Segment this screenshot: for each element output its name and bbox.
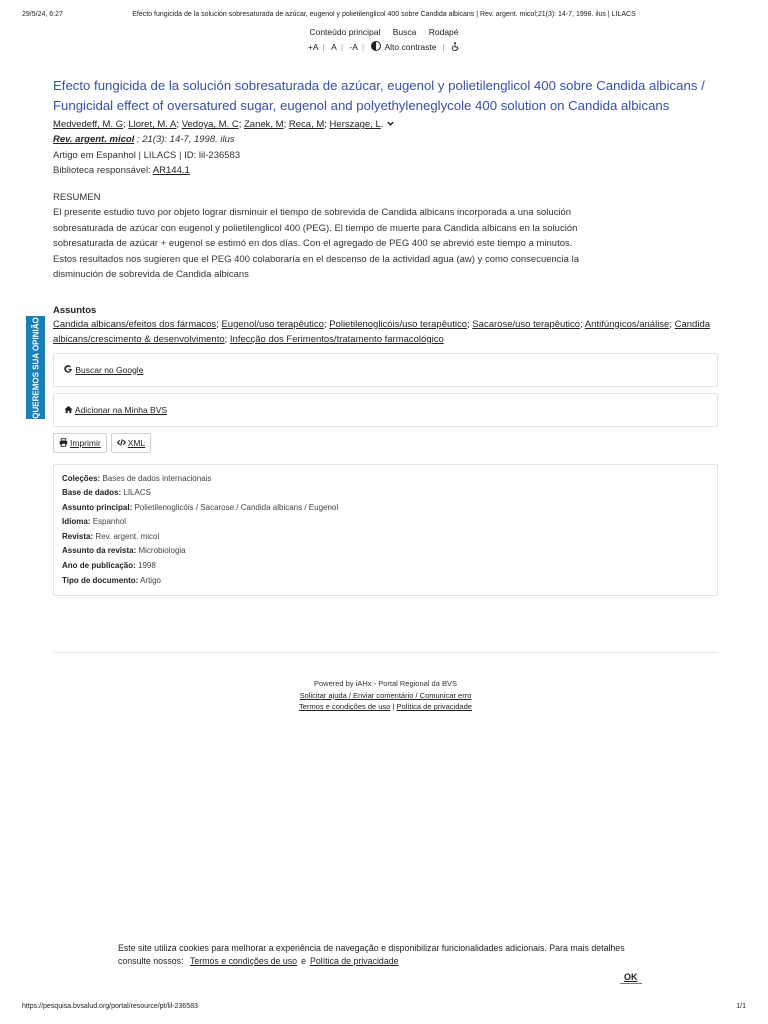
add-mybvs-button[interactable] [64, 405, 167, 415]
wheelchair-icon [451, 42, 460, 51]
subject-link[interactable]: Antifúngicos/análise [584, 318, 670, 330]
subject-link[interactable]: Candida albicans/efeitos dos fármacos [53, 318, 217, 330]
subject-link[interactable]: Eugenol/uso terapêutico [221, 318, 324, 330]
print-page-number: 1/1 [736, 1003, 746, 1010]
detail-label: Idioma: [62, 517, 91, 527]
detail-value: LILACS [123, 488, 151, 498]
google-search-label: Buscar no Google [75, 364, 144, 375]
powered-by: Powered by iAHx - Portal Regional da BVS [314, 679, 457, 689]
xml-label: XML [127, 437, 146, 448]
skip-to-content-link[interactable]: Conteúdo principal [309, 27, 381, 37]
font-normal-button[interactable]: A [331, 42, 337, 52]
code-icon [117, 438, 126, 447]
cookie-and: e [301, 955, 306, 966]
high-contrast-label: Alto contraste [384, 42, 437, 52]
abstract-text [53, 205, 628, 283]
separator: | [361, 42, 365, 52]
detail-label: Ano de publicação: [62, 561, 136, 571]
detail-value: Polietilenoglicóis / Sacarose / Candida albicans / Eugenol [134, 502, 339, 512]
help-link[interactable]: Solicitar ajuda / Enviar comentário / Comunicar erro [299, 690, 472, 700]
xml-button[interactable] [111, 433, 151, 453]
accessibility-bar [0, 27, 768, 52]
export-actions [53, 433, 718, 453]
detail-label: Assunto da revista: [62, 546, 137, 556]
print-label: Imprimir [70, 437, 101, 448]
subjects-list: Candida albicans/efeitos dos fármacos; Eugenol/uso terapêutico; Polietilenoglicóis/uso terapêutico; Sacarose/uso terapêutico; Antifúngicos/análise; Candida albicans/crescimento & desenvolvimento; Infecção dos Ferimentos/tratamento farmacológico [53, 318, 711, 345]
page-footer: Powered by iAHx - Portal Regional da BVS Solicitar ajuda / Enviar comentário / Comunicar erro Termos e condições de uso | Política de privacidade [53, 678, 718, 713]
skip-to-footer-link[interactable]: Rodapé [428, 27, 459, 37]
journal-citation [53, 134, 718, 145]
author-list: Medvedeff, M. G; Lloret, M. A; Vedoya, M. C; Zanek, M; Reca, M; Herszage, L. [53, 118, 718, 132]
separator: | [322, 42, 325, 52]
detail-label: Base de dados: [62, 488, 122, 498]
contrast-icon [371, 41, 381, 51]
detail-label: Assunto principal: [62, 502, 133, 512]
abstract-heading: RESUMEN [53, 192, 101, 203]
print-url: https://pesquisa.bvsalud.org/portal/resource/pt/lil-236583 [22, 1003, 198, 1010]
detail-value: 1998 [138, 561, 156, 571]
article-meta [53, 148, 718, 178]
add-mybvs-label: Adicionar na Minha BVS [74, 404, 168, 415]
font-decrease-button[interactable]: -A [349, 42, 358, 52]
main-content [53, 76, 718, 713]
detail-label: Coleções: [62, 473, 101, 483]
detail-label: Tipo de documento: [62, 575, 139, 585]
google-search-button[interactable] [64, 365, 143, 375]
cookie-text: Este site utiliza cookies para melhorar a experiência de navegação e disponibilizar funcionalidades adicionais. Para mais detalhes consulte nossos: [118, 943, 625, 966]
article-title: Efecto fungicida de la solución sobresaturada de azúcar, eugenol y polietilenglicol 400 sobre Candida albicans / Fungicidal effect of oversatured sugar, eugenol and polyethyleneglycole 400 solution on Candida albicans [53, 78, 705, 113]
abstract-paragraph: El presente estudio tuvo por objeto lograr disminuir el tiempo de sobrevida de Candida albicans incorporada a una solución sobresaturada de azúcar con eugenol y polietilenglicol 400 (PEG). El tiempo de muerte para Candida albicans en la solución sobresaturada de azúcar + eugenol se estimó en dos días. Con el agregado de PEG 400 se abrevió este tiempo a minutos. [53, 207, 578, 249]
journal-link[interactable]: Rev. argent. micol [53, 134, 135, 145]
print-button[interactable] [53, 433, 107, 453]
author-link[interactable]: Zanek, M [244, 119, 284, 130]
author-link[interactable]: Herszage, L [329, 119, 381, 130]
print-datetime: 29/5/24, 6:27 [22, 11, 63, 18]
separator: | [442, 42, 445, 52]
author-link[interactable]: Reca, M [288, 119, 325, 130]
subject-link[interactable]: Infecção dos Ferimentos/tratamento farmacológico [229, 334, 444, 345]
printer-icon [59, 438, 68, 447]
font-increase-button[interactable]: +A [307, 42, 319, 52]
detail-value: Artigo [140, 575, 161, 585]
google-search-panel [53, 353, 718, 387]
library-label: Biblioteca responsável: [53, 165, 153, 176]
cookie-banner [118, 942, 658, 967]
detail-row [62, 544, 709, 559]
divider [53, 652, 718, 653]
print-page-title: Efecto fungicida de la solución sobresaturada de azúcar, eugenol y polietilenglicol 400 sobre Candida albicans | Rev. argent. micol;21(3): 14-7, 1998. ilus | LILACS [132, 11, 636, 18]
high-contrast-button[interactable] [371, 42, 439, 52]
home-icon [64, 405, 73, 414]
cookie-ok-button[interactable]: OK [620, 971, 642, 984]
detail-row [62, 515, 709, 530]
article-info: Artigo em Espanhol | LILACS | ID: lil-236583 [53, 150, 241, 161]
detail-row [62, 574, 709, 589]
subjects-heading: Assuntos [53, 304, 97, 316]
detail-row [62, 486, 709, 501]
cookie-privacy-link[interactable]: Política de privacidade [309, 955, 399, 966]
subject-link[interactable]: Candida albicans/crescimento & desenvolvimento [53, 318, 711, 345]
detail-label: Revista: [62, 531, 94, 541]
detail-row [62, 501, 709, 516]
journal-issue: ; 21(3): 14-7, 1998. ilus [134, 134, 235, 145]
library-code-link[interactable]: AR144.1 [152, 165, 190, 176]
skip-to-search-link[interactable]: Busca [392, 27, 417, 37]
author-link[interactable]: Medvedeff, M. G [53, 119, 124, 130]
privacy-link[interactable]: Política de privacidade [396, 702, 472, 712]
subject-link[interactable]: Sacarose/uso terapêutico [472, 318, 581, 330]
library-info [53, 163, 718, 178]
author-link[interactable]: Lloret, M. A [128, 119, 177, 130]
details-panel [53, 464, 718, 597]
detail-value: Bases de dados internacionais [102, 473, 212, 483]
subject-link[interactable]: Polietilenoglicóis/uso terapêutico [329, 318, 468, 330]
cookie-terms-link[interactable]: Termos e condições de uso [189, 955, 298, 966]
detail-value: Microbiologia [138, 546, 186, 556]
detail-value: Rev. argent. micol [95, 531, 160, 541]
detail-row [62, 472, 709, 487]
detail-row [62, 559, 709, 574]
accessibility-button[interactable] [451, 42, 460, 52]
separator: | [340, 42, 344, 52]
terms-link[interactable]: Termos e condições de uso [299, 702, 391, 712]
feedback-tab[interactable] [26, 316, 45, 419]
chevron-down-icon[interactable] [386, 119, 395, 128]
detail-row [62, 530, 709, 545]
author-link[interactable]: Vedoya, M. C [181, 119, 239, 130]
mybvs-panel [53, 393, 718, 427]
google-icon [64, 365, 73, 374]
detail-value: Espanhol [92, 517, 127, 527]
feedback-tab-label: QUEREMOS SUA OPINIÃO [31, 316, 40, 419]
abstract-paragraph: Estos resultados nos sugieren que el PEG 400 colaboraría en el descenso de la actividad agua (aw) y como consecuencia la disminución de sobrevida de Candida albicans [53, 253, 579, 280]
